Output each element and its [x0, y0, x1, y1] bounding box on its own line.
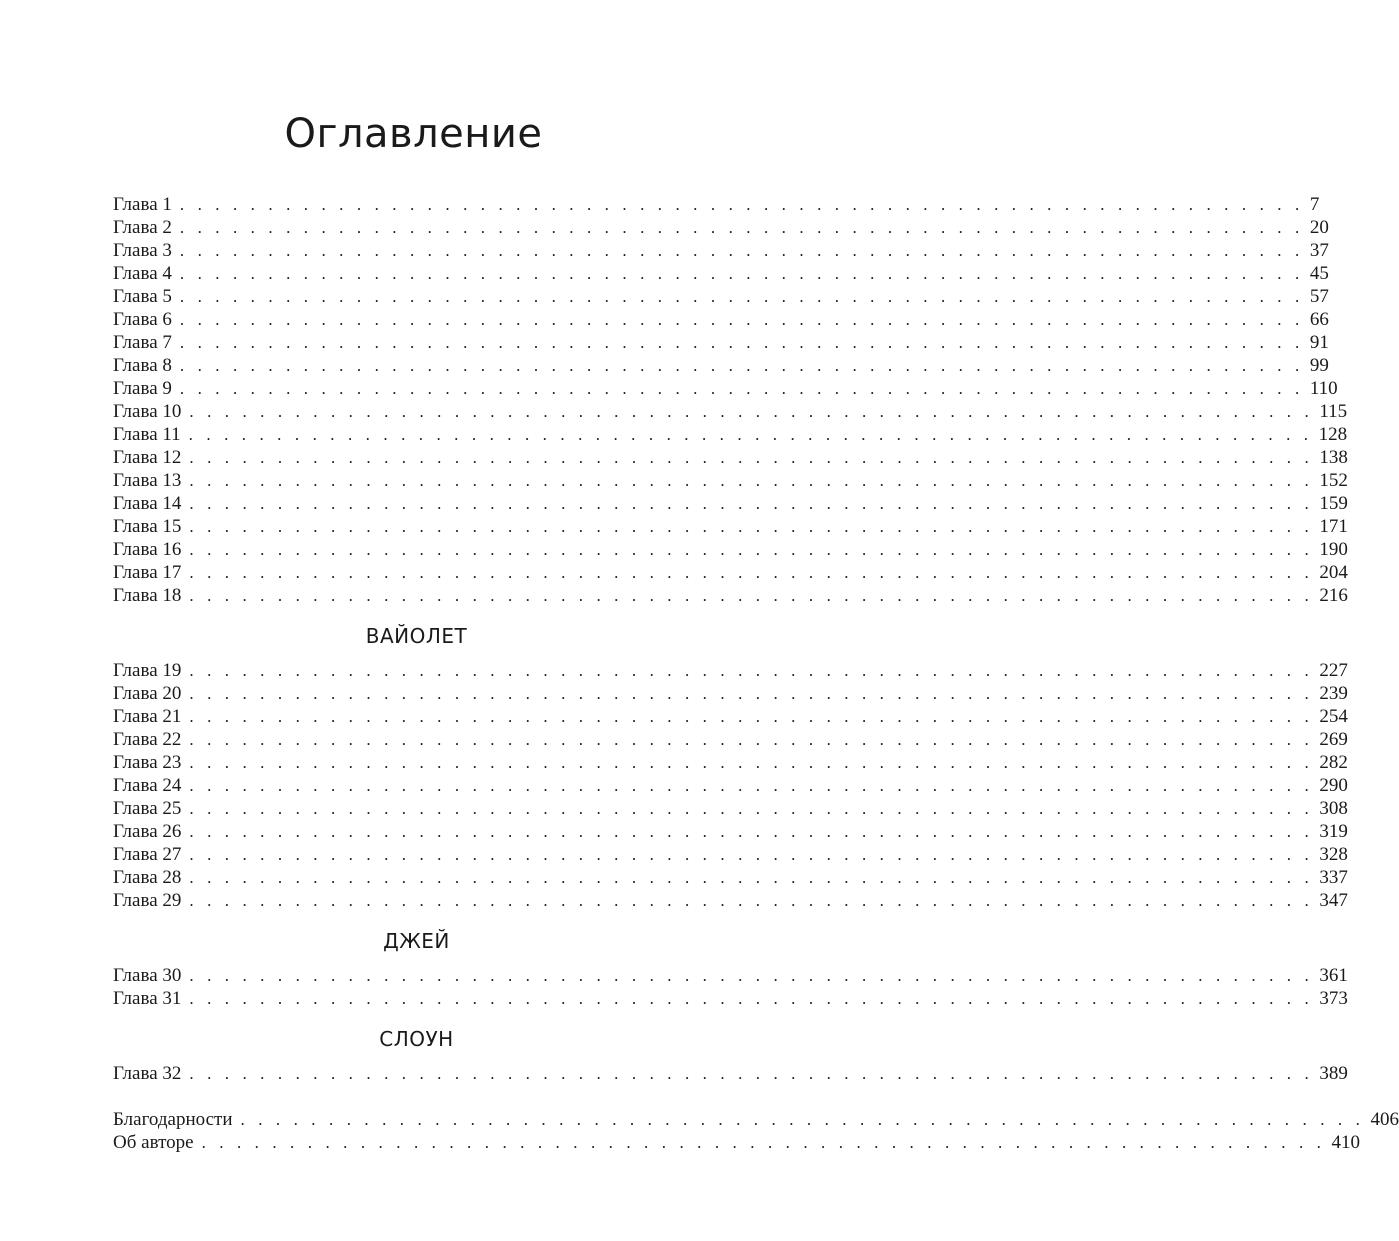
- toc-entry: [113, 446, 1348, 469]
- toc-entry-label: Глава 3: [113, 240, 172, 261]
- toc-entry-page-number: 115: [1319, 401, 1348, 422]
- toc-dot-leader: . . . . . . . . . . . . . . . . . . . . . . . . . . . . . . . . . . . . . . . . . . . . . . . . . . . . . . . . . . . . . . . .: [179, 287, 1304, 306]
- section-heading-sloane: СЛОУН: [379, 1027, 454, 1051]
- toc-dot-leader: . . . . . . . . . . . . . . . . . . . . . . . . . . . . . . . . . . . . . . . . . . . . . . . . . . . . . . . . . . . . . . . .: [189, 1064, 1314, 1083]
- toc-dot-leader: . . . . . . . . . . . . . . . . . . . . . . . . . . . . . . . . . . . . . . . . . . . . . . . . . . . . . . . . . . . . . . . .: [189, 707, 1314, 726]
- toc-entry-label: Глава 20: [113, 683, 182, 704]
- toc-entry: [113, 797, 1348, 820]
- toc-entry-page-number: 308: [1319, 798, 1348, 819]
- toc-entry-page-number: 389: [1319, 1063, 1348, 1084]
- toc-dot-leader: . . . . . . . . . . . . . . . . . . . . . . . . . . . . . . . . . . . . . . . . . . . . . . . . . . . . . . . . . . . . . . . .: [189, 471, 1314, 490]
- toc-entry-page-number: 45: [1309, 263, 1329, 284]
- toc-entry: [113, 193, 1320, 216]
- toc-entry-label: Глава 27: [113, 844, 182, 865]
- toc-dot-leader: . . . . . . . . . . . . . . . . . . . . . . . . . . . . . . . . . . . . . . . . . . . . . . . . . . . . . . . . . . . . . . . .: [189, 845, 1314, 864]
- toc-dot-leader: . . . . . . . . . . . . . . . . . . . . . . . . . . . . . . . . . . . . . . . . . . . . . . . . . . . . . . . . . . . . . . . .: [189, 563, 1314, 582]
- toc-entry: [113, 1062, 1348, 1085]
- toc-entry-label: Глава 2: [113, 217, 172, 238]
- spacer: [113, 1085, 720, 1108]
- toc-entry-page-number: 57: [1309, 286, 1329, 307]
- toc-entry-label: Глава 30: [113, 965, 182, 986]
- toc-dot-leader: . . . . . . . . . . . . . . . . . . . . . . . . . . . . . . . . . . . . . . . . . . . . . . . . . . . . . . . . . . . . . . . .: [189, 517, 1314, 536]
- toc-entry-page-number: 410: [1331, 1132, 1361, 1153]
- toc-dot-leader: . . . . . . . . . . . . . . . . . . . . . . . . . . . . . . . . . . . . . . . . . . . . . . . . . . . . . . . . . . . . . . . .: [189, 730, 1314, 749]
- toc-entry: [113, 561, 1348, 584]
- toc-dot-leader: . . . . . . . . . . . . . . . . . . . . . . . . . . . . . . . . . . . . . . . . . . . . . . . . . . . . . . . . . . . . . . . .: [179, 356, 1304, 375]
- toc-entry-label: Глава 4: [113, 263, 172, 284]
- toc-dot-leader: . . . . . . . . . . . . . . . . . . . . . . . . . . . . . . . . . . . . . . . . . . . . . . . . . . . . . . . . . . . . . . . .: [189, 891, 1314, 910]
- toc-entry-page-number: 290: [1319, 775, 1348, 796]
- toc-entry-page-number: 227: [1319, 660, 1348, 681]
- toc-dot-leader: . . . . . . . . . . . . . . . . . . . . . . . . . . . . . . . . . . . . . . . . . . . . . . . . . . . . . . . . . . . . . . . .: [189, 966, 1314, 985]
- toc-dot-leader: . . . . . . . . . . . . . . . . . . . . . . . . . . . . . . . . . . . . . . . . . . . . . . . . . . . . . . . . . . . . . . . .: [189, 402, 1314, 421]
- toc-dot-leader: . . . . . . . . . . . . . . . . . . . . . . . . . . . . . . . . . . . . . . . . . . . . . . . . . . . . . . . . . . . . . . . .: [189, 799, 1314, 818]
- toc-dot-leader: . . . . . . . . . . . . . . . . . . . . . . . . . . . . . . . . . . . . . . . . . . . . . . . . . . . . . . . . . . . . . . . .: [179, 379, 1304, 398]
- toc-entry: [113, 584, 1348, 607]
- toc-entry-page-number: 159: [1319, 493, 1348, 514]
- toc-entry: [113, 774, 1348, 797]
- toc-entry-page-number: 319: [1319, 821, 1348, 842]
- toc-entry-page-number: 37: [1309, 240, 1329, 261]
- toc-entry-label: Глава 15: [113, 516, 182, 537]
- toc-entry-label: Глава 8: [113, 355, 172, 376]
- toc-entry-page-number: 7: [1309, 194, 1320, 215]
- toc-entry-page-number: 254: [1319, 706, 1348, 727]
- toc-dot-leader: . . . . . . . . . . . . . . . . . . . . . . . . . . . . . . . . . . . . . . . . . . . . . . . . . . . . . . . . . . . . . . . .: [189, 494, 1314, 513]
- toc-entry-page-number: 99: [1309, 355, 1329, 376]
- toc-dot-leader: . . . . . . . . . . . . . . . . . . . . . . . . . . . . . . . . . . . . . . . . . . . . . . . . . . . . . . . . . . . . . . . .: [179, 264, 1304, 283]
- toc-entry-label: Глава 29: [113, 890, 182, 911]
- toc-entry-page-number: 269: [1319, 729, 1348, 750]
- toc-group-violet: [113, 659, 1348, 912]
- toc-entry: [113, 400, 1348, 423]
- toc-entry-page-number: 361: [1319, 965, 1348, 986]
- toc-entry: [113, 751, 1348, 774]
- toc-dot-leader: . . . . . . . . . . . . . . . . . . . . . . . . . . . . . . . . . . . . . . . . . . . . . . . . . . . . . . . . . . . . . . . .: [179, 310, 1304, 329]
- toc-dot-leader: . . . . . . . . . . . . . . . . . . . . . . . . . . . . . . . . . . . . . . . . . . . . . . . . . . . . . . . . . . . . . . . .: [240, 1110, 1365, 1129]
- toc-entry: [113, 492, 1348, 515]
- toc-entry-page-number: 66: [1309, 309, 1329, 330]
- toc-entry-label: Глава 23: [113, 752, 182, 773]
- toc-dot-leader: . . . . . . . . . . . . . . . . . . . . . . . . . . . . . . . . . . . . . . . . . . . . . . . . . . . . . . . . . . . . . . . .: [179, 333, 1304, 352]
- toc-entry-label: Глава 26: [113, 821, 182, 842]
- toc-entry: [113, 285, 1329, 308]
- toc-entry: [113, 889, 1348, 912]
- toc-dot-leader: . . . . . . . . . . . . . . . . . . . . . . . . . . . . . . . . . . . . . . . . . . . . . . . . . . . . . . . . . . . . . . . .: [189, 868, 1314, 887]
- toc-entry: [113, 1131, 1361, 1154]
- toc-entry: [113, 354, 1329, 377]
- toc-entry-page-number: 128: [1318, 424, 1348, 445]
- toc-entry: [113, 308, 1329, 331]
- toc-entry: [113, 843, 1348, 866]
- toc-entry-label: Глава 22: [113, 729, 182, 750]
- toc-entry-page-number: 373: [1319, 988, 1348, 1009]
- toc-entry-label: Об авторе: [113, 1132, 194, 1153]
- toc-entry-label: Глава 18: [113, 585, 182, 606]
- toc-entry: [113, 682, 1348, 705]
- toc-dot-leader: . . . . . . . . . . . . . . . . . . . . . . . . . . . . . . . . . . . . . . . . . . . . . . . . . . . . . . . . . . . . . . . .: [179, 241, 1304, 260]
- toc-entry-label: Глава 32: [113, 1063, 182, 1084]
- toc-entry: [113, 262, 1329, 285]
- toc-entry-page-number: 216: [1319, 585, 1348, 606]
- toc-entry: [113, 515, 1348, 538]
- toc-entry-page-number: 337: [1319, 867, 1348, 888]
- toc-entry-label: Благодарности: [113, 1109, 233, 1130]
- toc-entry-page-number: 171: [1319, 516, 1348, 537]
- toc-dot-leader: . . . . . . . . . . . . . . . . . . . . . . . . . . . . . . . . . . . . . . . . . . . . . . . . . . . . . . . . . . . . . . . .: [189, 684, 1314, 703]
- toc-entry-page-number: 347: [1319, 890, 1348, 911]
- toc-entry-page-number: 328: [1319, 844, 1348, 865]
- toc-entry-page-number: 190: [1319, 539, 1348, 560]
- toc-entry-label: Глава 17: [113, 562, 182, 583]
- toc-entry: [113, 423, 1348, 446]
- toc-entry: [113, 216, 1329, 239]
- toc-dot-leader: . . . . . . . . . . . . . . . . . . . . . . . . . . . . . . . . . . . . . . . . . . . . . . . . . . . . . . . . . . . . . . . .: [189, 540, 1314, 559]
- toc-entry: [113, 377, 1338, 400]
- toc-dot-leader: . . . . . . . . . . . . . . . . . . . . . . . . . . . . . . . . . . . . . . . . . . . . . . . . . . . . . . . . . . . . . . . .: [179, 195, 1304, 214]
- section-heading-jay: ДЖЕЙ: [383, 929, 450, 953]
- toc-entry: [113, 964, 1348, 987]
- toc-entry: [113, 331, 1329, 354]
- toc-dot-leader: . . . . . . . . . . . . . . . . . . . . . . . . . . . . . . . . . . . . . . . . . . . . . . . . . . . . . . . . . . . . . . . .: [189, 776, 1314, 795]
- toc-entry-label: Глава 16: [113, 539, 182, 560]
- toc-dot-leader: . . . . . . . . . . . . . . . . . . . . . . . . . . . . . . . . . . . . . . . . . . . . . . . . . . . . . . . . . . . . . . . .: [189, 753, 1314, 772]
- toc-entry-page-number: 239: [1319, 683, 1348, 704]
- toc-entry: [113, 1108, 1399, 1131]
- toc-entry-page-number: 406: [1370, 1109, 1399, 1130]
- toc-group-main: [113, 193, 1348, 607]
- toc-dot-leader: . . . . . . . . . . . . . . . . . . . . . . . . . . . . . . . . . . . . . . . . . . . . . . . . . . . . . . . . . . . . . . . .: [179, 218, 1304, 237]
- toc-dot-leader: . . . . . . . . . . . . . . . . . . . . . . . . . . . . . . . . . . . . . . . . . . . . . . . . . . . . . . . . . . . . . . . .: [201, 1133, 1326, 1152]
- toc-entry-label: Глава 11: [113, 424, 181, 445]
- toc-entry-label: Глава 31: [113, 988, 182, 1009]
- table-of-contents: [113, 193, 1399, 1154]
- toc-entry-page-number: 152: [1319, 470, 1348, 491]
- toc-group-sloane: [113, 1062, 1348, 1085]
- toc-entry: [113, 659, 1348, 682]
- toc-entry-page-number: 138: [1319, 447, 1348, 468]
- toc-entry-label: Глава 25: [113, 798, 182, 819]
- toc-entry-label: Глава 28: [113, 867, 182, 888]
- toc-entry-label: Глава 21: [113, 706, 182, 727]
- toc-group-back-matter: [113, 1108, 1399, 1154]
- section-heading-violet: ВАЙОЛЕТ: [365, 624, 468, 648]
- toc-entry-page-number: 20: [1309, 217, 1329, 238]
- toc-entry-label: Глава 9: [113, 378, 172, 399]
- toc-dot-leader: . . . . . . . . . . . . . . . . . . . . . . . . . . . . . . . . . . . . . . . . . . . . . . . . . . . . . . . . . . . . . . . .: [189, 448, 1314, 467]
- toc-entry: [113, 987, 1348, 1010]
- toc-entry-label: Глава 1: [113, 194, 172, 215]
- toc-entry-label: Глава 5: [113, 286, 172, 307]
- toc-group-jay: [113, 964, 1348, 1010]
- toc-entry-label: Глава 6: [113, 309, 172, 330]
- toc-entry: [113, 538, 1348, 561]
- toc-entry: [113, 705, 1348, 728]
- toc-entry-label: Глава 14: [113, 493, 182, 514]
- toc-entry-label: Глава 24: [113, 775, 182, 796]
- toc-entry-label: Глава 19: [113, 660, 182, 681]
- toc-entry-label: Глава 13: [113, 470, 182, 491]
- toc-entry-page-number: 204: [1319, 562, 1348, 583]
- toc-entry-label: Глава 10: [113, 401, 182, 422]
- toc-entry: [113, 239, 1329, 262]
- toc-dot-leader: . . . . . . . . . . . . . . . . . . . . . . . . . . . . . . . . . . . . . . . . . . . . . . . . . . . . . . . . . . . . . . . .: [188, 425, 1313, 444]
- toc-dot-leader: . . . . . . . . . . . . . . . . . . . . . . . . . . . . . . . . . . . . . . . . . . . . . . . . . . . . . . . . . . . . . . . .: [189, 586, 1314, 605]
- toc-entry-label: Глава 7: [113, 332, 172, 353]
- toc-entry-page-number: 282: [1319, 752, 1348, 773]
- toc-entry: [113, 820, 1348, 843]
- toc-entry-page-number: 91: [1309, 332, 1329, 353]
- toc-entry: [113, 728, 1348, 751]
- page-title: Оглавление: [284, 111, 543, 157]
- toc-entry-page-number: 110: [1309, 378, 1338, 399]
- toc-entry: [113, 866, 1348, 889]
- toc-dot-leader: . . . . . . . . . . . . . . . . . . . . . . . . . . . . . . . . . . . . . . . . . . . . . . . . . . . . . . . . . . . . . . . .: [189, 989, 1314, 1008]
- toc-entry: [113, 469, 1348, 492]
- toc-dot-leader: . . . . . . . . . . . . . . . . . . . . . . . . . . . . . . . . . . . . . . . . . . . . . . . . . . . . . . . . . . . . . . . .: [189, 822, 1314, 841]
- toc-dot-leader: . . . . . . . . . . . . . . . . . . . . . . . . . . . . . . . . . . . . . . . . . . . . . . . . . . . . . . . . . . . . . . . .: [189, 661, 1314, 680]
- toc-entry-label: Глава 12: [113, 447, 182, 468]
